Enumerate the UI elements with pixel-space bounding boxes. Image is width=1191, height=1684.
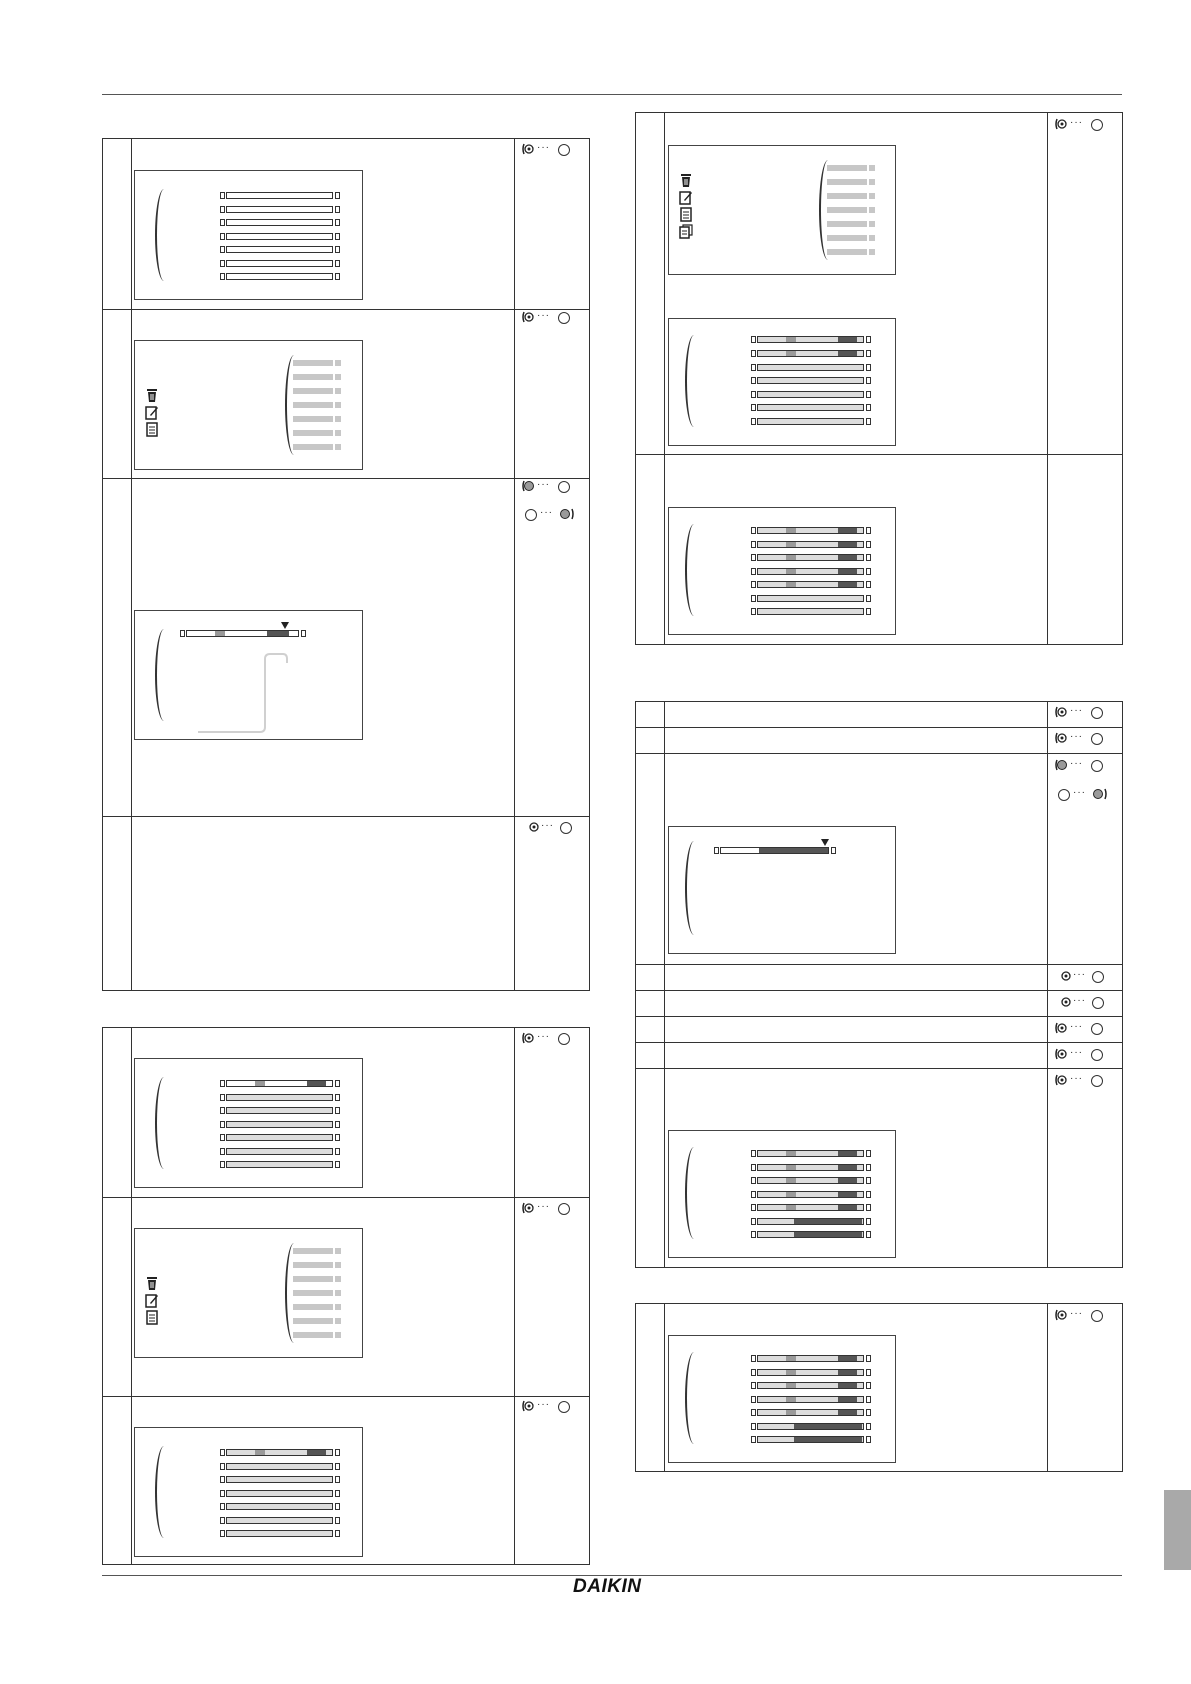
- right-dial-active-icon: [559, 508, 575, 520]
- chapter-side-tab: [1164, 1490, 1191, 1570]
- lcd-screen-menu-3: [668, 145, 896, 275]
- setting-bar: [751, 1150, 871, 1157]
- push-button-icon: [1091, 733, 1103, 745]
- setting-bar: [751, 1409, 871, 1416]
- push-button-icon: [558, 1401, 570, 1413]
- setting-bar: [220, 1530, 340, 1537]
- control-dial-then-press: ···: [522, 311, 582, 325]
- push-button-icon: [558, 1203, 570, 1215]
- push-button-icon: [1091, 1310, 1103, 1322]
- control-dial-then-press: ···: [1055, 1048, 1115, 1062]
- setting-bar: [220, 233, 340, 240]
- setting-bar: [220, 1121, 340, 1128]
- push-button-icon: [558, 1033, 570, 1045]
- daikin-logo: DAIKIN: [573, 1576, 642, 1597]
- adjustment-bar: [180, 630, 306, 637]
- rotary-dial-icon: [1055, 706, 1067, 718]
- push-button-icon: [1091, 1075, 1103, 1087]
- lcd-screen-menu-1: [134, 340, 363, 470]
- lcd-screen-6: [668, 1130, 896, 1258]
- setting-bar: [220, 219, 340, 226]
- lcd-screen-1: [134, 170, 363, 300]
- marker-triangle-icon: [821, 839, 829, 846]
- control-dial-then-press: ···: [522, 1032, 582, 1046]
- push-button-icon: [1092, 971, 1104, 983]
- control-dial-then-press: ···: [522, 1202, 582, 1216]
- rotary-dial-icon: [1055, 1309, 1067, 1321]
- setting-bar: [751, 1231, 871, 1238]
- rotary-dial-icon: [522, 143, 534, 155]
- setting-bar: [751, 1369, 871, 1376]
- setting-bar: [751, 377, 871, 384]
- setting-bar: [751, 391, 871, 398]
- document-icon: [145, 422, 159, 437]
- setting-bar: [220, 1148, 340, 1155]
- rotary-dial-icon: [522, 1032, 534, 1044]
- right-dial-icon: [558, 481, 570, 493]
- lcd-screen-adjust-2: [668, 826, 896, 954]
- setting-bar: [751, 364, 871, 371]
- document-icon: [145, 1310, 159, 1325]
- push-button-icon: [1091, 1049, 1103, 1061]
- control-dial-then-press: ···: [1055, 1022, 1115, 1036]
- setting-bar: [751, 541, 871, 548]
- setting-bar: [220, 206, 340, 213]
- setting-bar: [751, 1191, 871, 1198]
- setting-bar: [220, 1490, 340, 1497]
- rotary-dial-icon: [522, 311, 534, 323]
- control-dial-then-press: ···: [1055, 732, 1115, 746]
- setting-bar: [751, 554, 871, 561]
- setting-bar: [751, 1177, 871, 1184]
- push-button-icon: [558, 312, 570, 324]
- setting-bar: [220, 1463, 340, 1470]
- push-button-icon: [1092, 997, 1104, 1009]
- rotary-dial-icon: [1060, 996, 1072, 1008]
- edit-icon: [679, 190, 693, 205]
- return-path-line: [195, 651, 295, 735]
- rotary-dial-icon: [1055, 118, 1067, 130]
- setting-bar: [751, 595, 871, 602]
- trash-icon: [679, 173, 693, 188]
- control-dial-then-press: ···: [1055, 118, 1115, 132]
- setting-bar: [751, 581, 871, 588]
- rotary-dial-icon: [522, 1400, 534, 1412]
- setting-bar: [220, 1161, 340, 1168]
- left-dial-icon: [1058, 789, 1070, 801]
- lcd-screen-7: [668, 1335, 896, 1463]
- setting-bar: [751, 350, 871, 357]
- trash-icon: [145, 388, 159, 403]
- setting-bar: [220, 1080, 340, 1087]
- marker-triangle-icon: [281, 622, 289, 629]
- lcd-screen-2: [134, 1058, 363, 1188]
- left-dial-active-icon: [1055, 759, 1067, 771]
- edit-icon: [145, 1293, 159, 1308]
- setting-bar: [751, 1355, 871, 1362]
- control-dial-then-press: ···: [1055, 706, 1115, 720]
- push-button-icon: [1091, 707, 1103, 719]
- header-rule: [102, 94, 1122, 95]
- setting-bar: [220, 1449, 340, 1456]
- control-turn-then-press: ···: [528, 821, 588, 835]
- setting-bar: [751, 404, 871, 411]
- control-right-dial-turn: ···: [1058, 788, 1118, 802]
- setting-bar: [751, 1218, 871, 1225]
- setting-bar: [220, 192, 340, 199]
- setting-bar: [751, 1382, 871, 1389]
- setting-bar: [220, 1107, 340, 1114]
- rotary-dial-icon: [1055, 1022, 1067, 1034]
- document-icon: [679, 207, 693, 222]
- setting-bar: [220, 1476, 340, 1483]
- lcd-screen-3: [134, 1427, 363, 1557]
- setting-bar: [220, 1503, 340, 1510]
- setting-bar: [751, 1436, 871, 1443]
- rotary-dial-icon: [522, 1202, 534, 1214]
- control-turn-then-press: ···: [1060, 970, 1120, 984]
- right-dial-active-icon: [1092, 788, 1108, 800]
- control-dial-then-press: ···: [522, 1400, 582, 1414]
- rotary-dial-icon: [1055, 1074, 1067, 1086]
- lcd-screen-menu-2: [134, 1228, 363, 1358]
- trash-icon: [145, 1276, 159, 1291]
- setting-bar: [751, 1396, 871, 1403]
- push-button-icon: [1091, 1023, 1103, 1035]
- copy-document-icon: [679, 224, 693, 239]
- push-button-icon: [560, 822, 572, 834]
- left-dial-active-icon: [522, 480, 534, 492]
- setting-bar: [751, 527, 871, 534]
- lcd-screen-5: [668, 507, 896, 635]
- control-dial-then-press: ···: [522, 143, 582, 157]
- setting-bar: [220, 273, 340, 280]
- setting-bar: [751, 1164, 871, 1171]
- control-dial-then-press: ···: [1055, 1074, 1115, 1088]
- rotary-dial-icon: [1055, 1048, 1067, 1060]
- control-right-dial-turn: ···: [525, 508, 585, 522]
- setting-bar: [220, 1517, 340, 1524]
- setting-bar: [751, 608, 871, 615]
- left-dial-icon: [525, 509, 537, 521]
- rotary-dial-icon: [528, 821, 540, 833]
- lcd-screen-adjust-1: [134, 610, 363, 740]
- setting-bar: [751, 418, 871, 425]
- rotary-dial-icon: [1060, 970, 1072, 982]
- push-button-icon: [1091, 119, 1103, 131]
- control-left-dial-turn: ···: [1055, 759, 1115, 773]
- setting-bar: [220, 246, 340, 253]
- setting-bar: [751, 1204, 871, 1211]
- setting-bar: [751, 336, 871, 343]
- setting-bar: [220, 260, 340, 267]
- setting-bar: [220, 1094, 340, 1101]
- control-dial-then-press: ···: [1055, 1309, 1115, 1323]
- adjustment-bar: [714, 847, 836, 854]
- setting-bar: [220, 1134, 340, 1141]
- rotary-dial-icon: [1055, 732, 1067, 744]
- control-left-dial-turn: ···: [522, 480, 582, 494]
- right-dial-icon: [1091, 760, 1103, 772]
- control-turn-then-press: ···: [1060, 996, 1120, 1010]
- edit-icon: [145, 405, 159, 420]
- lcd-screen-4: [668, 318, 896, 446]
- setting-bar: [751, 1423, 871, 1430]
- setting-bar: [751, 568, 871, 575]
- push-button-icon: [558, 144, 570, 156]
